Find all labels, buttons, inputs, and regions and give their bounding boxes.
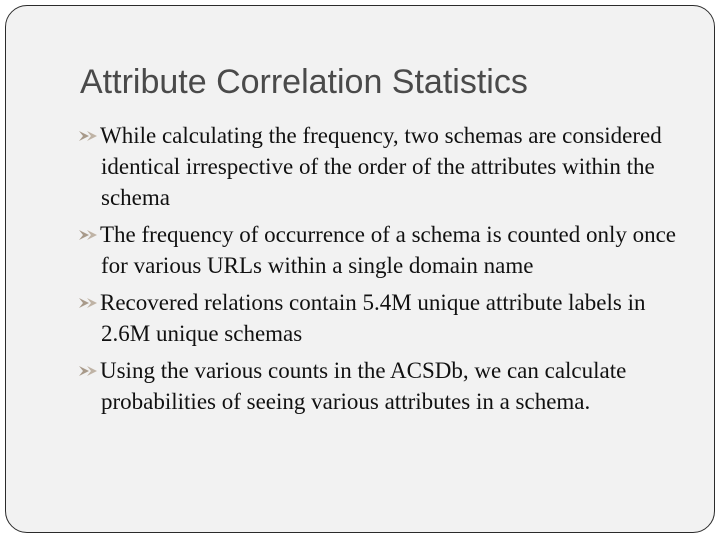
arrow-bullet-icon — [78, 364, 100, 378]
bullet-list — [76, 120, 686, 423]
bullet-item — [76, 120, 686, 213]
bullet-text: While calculating the frequency, two schemas are considered identical irrespective of the order of the attributes within the schema — [100, 123, 662, 210]
arrow-bullet-icon — [78, 228, 100, 242]
bullet-text: Using the various counts in the ACSDb, we can calculate probabilities of seeing various attributes in a schema. — [100, 358, 627, 414]
bullet-item — [76, 287, 686, 349]
bullet-text: The frequency of occurrence of a schema is counted only once for various URLs within a single domain name — [100, 222, 677, 278]
slide-title: Attribute Correlation Statistics — [80, 63, 528, 101]
bullet-item — [76, 355, 686, 417]
arrow-bullet-icon — [78, 129, 100, 143]
bullet-item — [76, 219, 686, 281]
bullet-text: Recovered relations contain 5.4M unique attribute labels in 2.6M unique schemas — [100, 290, 646, 346]
arrow-bullet-icon — [78, 296, 100, 310]
